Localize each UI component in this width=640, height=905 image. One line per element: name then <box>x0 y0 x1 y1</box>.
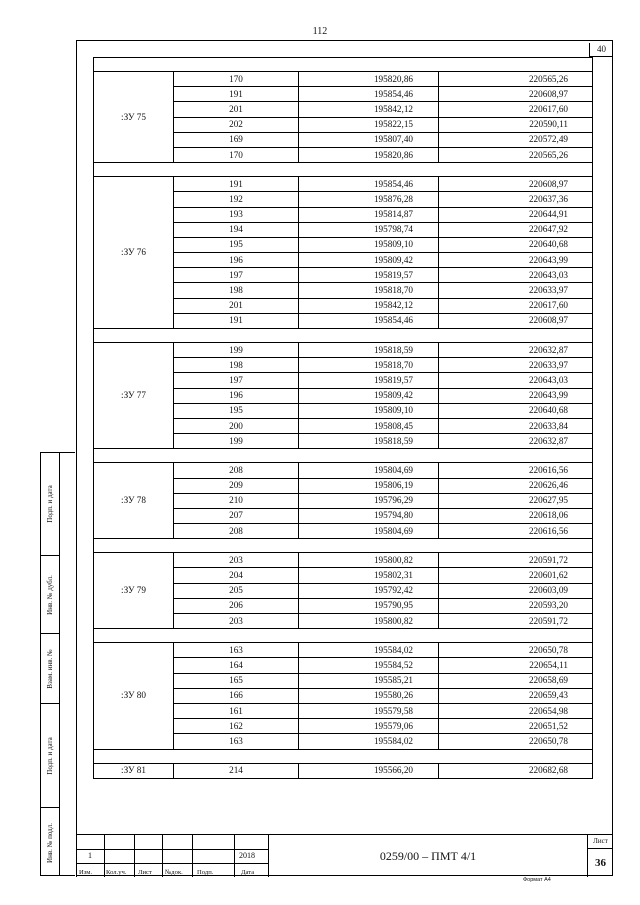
group-separator <box>94 539 593 553</box>
x-coordinate: 195800,82 <box>299 553 439 568</box>
label-doc-number: №док. <box>165 869 183 876</box>
x-coordinate: 195822,15 <box>299 117 439 132</box>
point-number: 199 <box>174 434 299 449</box>
y-coordinate: 220654,98 <box>439 703 593 718</box>
y-coordinate: 220608,97 <box>439 87 593 102</box>
x-coordinate: 195819,57 <box>299 373 439 388</box>
group-separator <box>94 449 593 463</box>
y-coordinate: 220647,92 <box>439 222 593 237</box>
group-separator <box>94 329 593 343</box>
point-number: 161 <box>174 703 299 718</box>
point-number: 208 <box>174 463 299 478</box>
x-coordinate: 195809,10 <box>299 403 439 418</box>
y-coordinate: 220632,87 <box>439 343 593 358</box>
y-coordinate: 220640,68 <box>439 403 593 418</box>
x-coordinate: 195798,74 <box>299 222 439 237</box>
x-coordinate: 195790,95 <box>299 598 439 613</box>
x-coordinate: 195585,21 <box>299 673 439 688</box>
x-coordinate: 195814,87 <box>299 207 439 222</box>
y-coordinate: 220565,26 <box>439 147 593 162</box>
document-code: 0259/00 – ПМТ 4/1 <box>268 835 588 877</box>
y-coordinate: 220632,87 <box>439 434 593 449</box>
y-coordinate: 220601,62 <box>439 568 593 583</box>
label-izm: Изм. <box>79 869 93 876</box>
point-number: 166 <box>174 688 299 703</box>
y-coordinate: 220590,11 <box>439 117 593 132</box>
point-number: 207 <box>174 508 299 523</box>
y-coordinate: 220640,68 <box>439 237 593 252</box>
point-number: 164 <box>174 658 299 673</box>
x-coordinate: 195842,12 <box>299 298 439 313</box>
table-row <box>94 343 593 358</box>
group-separator <box>94 749 593 763</box>
y-coordinate: 220637,36 <box>439 192 593 207</box>
x-coordinate: 195579,58 <box>299 703 439 718</box>
y-coordinate: 220633,84 <box>439 418 593 433</box>
point-number: 203 <box>174 553 299 568</box>
x-coordinate: 195809,10 <box>299 237 439 252</box>
y-coordinate: 220658,69 <box>439 673 593 688</box>
y-coordinate: 220633,97 <box>439 358 593 373</box>
sheet-cell <box>588 835 613 877</box>
point-number: 200 <box>174 418 299 433</box>
point-number: 162 <box>174 719 299 734</box>
y-coordinate: 220682,68 <box>439 763 593 778</box>
point-number: 191 <box>174 87 299 102</box>
x-coordinate: 195854,46 <box>299 87 439 102</box>
change-number: 1 <box>88 851 92 860</box>
x-coordinate: 195584,52 <box>299 658 439 673</box>
y-coordinate: 220633,97 <box>439 283 593 298</box>
y-coordinate: 220651,52 <box>439 719 593 734</box>
x-coordinate: 195800,82 <box>299 614 439 629</box>
sheet-label: Лист <box>588 835 613 849</box>
point-number: 165 <box>174 673 299 688</box>
title-block <box>76 834 613 877</box>
point-number: 163 <box>174 643 299 658</box>
y-coordinate: 220626,46 <box>439 478 593 493</box>
x-coordinate: 195818,59 <box>299 343 439 358</box>
x-coordinate: 195819,57 <box>299 268 439 283</box>
point-number: 198 <box>174 283 299 298</box>
point-number: 204 <box>174 568 299 583</box>
sheet-number: 36 <box>595 857 606 869</box>
x-coordinate: 195579,06 <box>299 719 439 734</box>
group-separator <box>94 163 593 177</box>
y-coordinate: 220650,78 <box>439 734 593 749</box>
y-coordinate: 220627,95 <box>439 493 593 508</box>
point-number: 195 <box>174 403 299 418</box>
point-number: 209 <box>174 478 299 493</box>
side-stamp-cell: Инв. № подл. <box>46 822 54 863</box>
parcel-name: :ЗУ 77 <box>94 343 174 449</box>
y-coordinate: 220616,56 <box>439 524 593 539</box>
point-number: 163 <box>174 734 299 749</box>
point-number: 194 <box>174 222 299 237</box>
point-number: 201 <box>174 298 299 313</box>
x-coordinate: 195804,69 <box>299 463 439 478</box>
point-number: 170 <box>174 72 299 87</box>
point-number: 197 <box>174 373 299 388</box>
x-coordinate: 195854,46 <box>299 313 439 328</box>
x-coordinate: 195876,28 <box>299 192 439 207</box>
point-number: 193 <box>174 207 299 222</box>
point-number: 210 <box>174 493 299 508</box>
coordinates-table <box>93 57 593 779</box>
table-row <box>94 463 593 478</box>
point-number: 195 <box>174 237 299 252</box>
label-date: Дата <box>241 869 255 876</box>
parcel-name: :ЗУ 79 <box>94 553 174 629</box>
x-coordinate: 195809,42 <box>299 388 439 403</box>
x-coordinate: 195806,19 <box>299 478 439 493</box>
point-number: 203 <box>174 614 299 629</box>
x-coordinate: 195818,70 <box>299 283 439 298</box>
point-number: 205 <box>174 583 299 598</box>
parcel-name: :ЗУ 80 <box>94 643 174 749</box>
parcel-name: :ЗУ 75 <box>94 72 174 163</box>
parcel-name: :ЗУ 81 <box>94 763 174 778</box>
point-number: 191 <box>174 313 299 328</box>
y-coordinate: 220617,60 <box>439 298 593 313</box>
x-coordinate: 195842,12 <box>299 102 439 117</box>
y-coordinate: 220654,11 <box>439 658 593 673</box>
x-coordinate: 195796,29 <box>299 493 439 508</box>
point-number: 201 <box>174 102 299 117</box>
point-number: 206 <box>174 598 299 613</box>
y-coordinate: 220591,72 <box>439 614 593 629</box>
group-separator <box>94 58 593 72</box>
point-number: 208 <box>174 524 299 539</box>
label-list: Лист <box>138 869 152 876</box>
y-coordinate: 220591,72 <box>439 553 593 568</box>
table-row <box>94 553 593 568</box>
y-coordinate: 220608,97 <box>439 177 593 192</box>
y-coordinate: 220572,49 <box>439 132 593 147</box>
point-number: 170 <box>174 147 299 162</box>
parcel-name: :ЗУ 78 <box>94 463 174 539</box>
x-coordinate: 195854,46 <box>299 177 439 192</box>
x-coordinate: 195584,02 <box>299 643 439 658</box>
label-signature: Подп. <box>197 869 214 876</box>
x-coordinate: 195820,86 <box>299 147 439 162</box>
x-coordinate: 195802,31 <box>299 568 439 583</box>
group-separator <box>94 629 593 643</box>
x-coordinate: 195818,70 <box>299 358 439 373</box>
parcel-name: :ЗУ 76 <box>94 177 174 329</box>
label-kol-uch: Кол.уч. <box>106 869 127 876</box>
x-coordinate: 195792,42 <box>299 583 439 598</box>
point-number: 192 <box>174 192 299 207</box>
table-row <box>94 763 593 778</box>
point-number: 197 <box>174 268 299 283</box>
point-number: 198 <box>174 358 299 373</box>
y-coordinate: 220643,03 <box>439 373 593 388</box>
y-coordinate: 220616,56 <box>439 463 593 478</box>
x-coordinate: 195820,86 <box>299 72 439 87</box>
table-row <box>94 643 593 658</box>
x-coordinate: 195809,42 <box>299 253 439 268</box>
y-coordinate: 220644,91 <box>439 207 593 222</box>
point-number: 191 <box>174 177 299 192</box>
x-coordinate: 195794,80 <box>299 508 439 523</box>
format-label: Формат А4 <box>523 877 551 883</box>
x-coordinate: 195818,59 <box>299 434 439 449</box>
y-coordinate: 220650,78 <box>439 643 593 658</box>
y-coordinate: 220643,03 <box>439 268 593 283</box>
y-coordinate: 220593,20 <box>439 598 593 613</box>
table-row <box>94 72 593 87</box>
side-stamp-cell: Подп. и дата <box>41 453 59 556</box>
revision-grid <box>76 835 268 877</box>
side-stamp-cell: Взам. инв. № <box>41 634 59 704</box>
x-coordinate: 195804,69 <box>299 524 439 539</box>
side-stamp-cell: Инв. № дубл. <box>41 556 59 634</box>
point-number: 196 <box>174 253 299 268</box>
y-coordinate: 220659,43 <box>439 688 593 703</box>
point-number: 202 <box>174 117 299 132</box>
y-coordinate: 220617,60 <box>439 102 593 117</box>
x-coordinate: 195584,02 <box>299 734 439 749</box>
page-number: 112 <box>312 26 328 37</box>
y-coordinate: 220603,09 <box>439 583 593 598</box>
side-stamp-cell: Подп. и дата <box>41 704 59 808</box>
y-coordinate: 220608,97 <box>439 313 593 328</box>
point-number: 214 <box>174 763 299 778</box>
side-stamp <box>40 452 75 876</box>
y-coordinate: 220643,99 <box>439 388 593 403</box>
point-number: 169 <box>174 132 299 147</box>
x-coordinate: 195807,40 <box>299 132 439 147</box>
y-coordinate: 220618,06 <box>439 508 593 523</box>
x-coordinate: 195580,26 <box>299 688 439 703</box>
y-coordinate: 220565,26 <box>439 72 593 87</box>
year: 2018 <box>239 851 255 860</box>
point-number: 199 <box>174 343 299 358</box>
x-coordinate: 195808,45 <box>299 418 439 433</box>
x-coordinate: 195566,20 <box>299 763 439 778</box>
top-sheet-number: 40 <box>589 43 613 57</box>
table-row <box>94 177 593 192</box>
point-number: 196 <box>174 388 299 403</box>
y-coordinate: 220643,99 <box>439 253 593 268</box>
